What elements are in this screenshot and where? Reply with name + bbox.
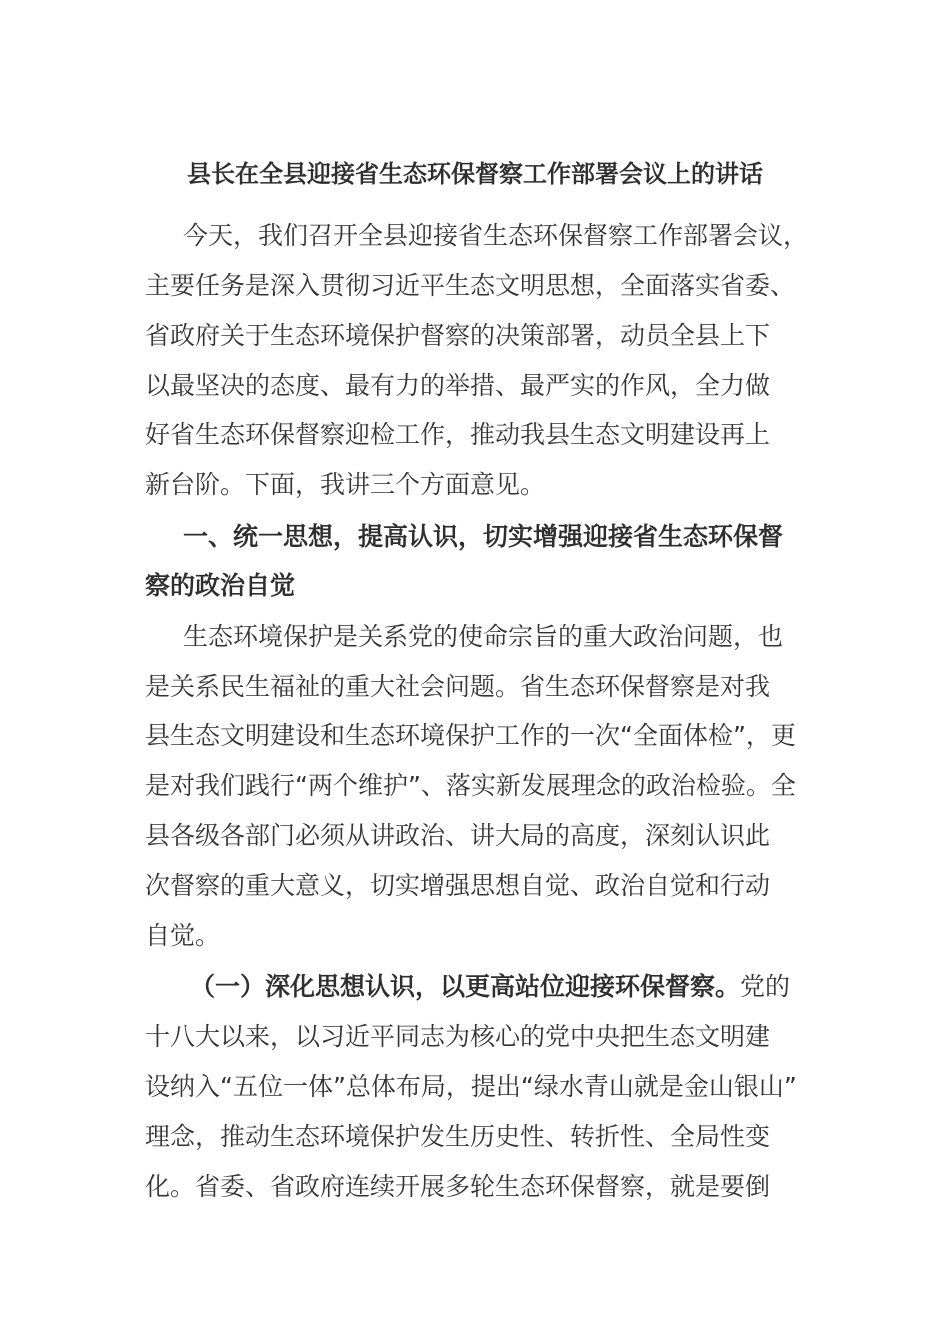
section-heading: 察的政治自觉 — [145, 571, 296, 600]
body-line: 化。省委、省政府连续开展多轮生态环保督察，就是要倒 — [145, 1172, 771, 1201]
body-line: 自觉。 — [145, 921, 221, 950]
intro-line: 省政府关于生态环境保护督察的决策部署，动员全县上下 — [145, 321, 771, 350]
body-line: 十八大以来，以习近平同志为核心的党中央把生态文明建 — [145, 1022, 771, 1051]
intro-line: 以最坚决的态度、最有力的举措、最严实的作风，全力做 — [145, 371, 771, 400]
intro-line: 今天，我们召开全县迎接省生态环保督察工作部署会议， — [183, 221, 809, 250]
body-line: 县生态文明建设和生态环境保护工作的一次“全面体检”，更 — [145, 721, 796, 750]
body-line: 是对我们践行“两个维护”、落实新发展理念的政治检验。全 — [145, 771, 796, 800]
document-title: 县长在全县迎接省生态环保督察工作部署会议上的讲话 — [187, 160, 763, 188]
subsection-first-line — [190, 967, 790, 1007]
body-line: 设纳入“五位一体”总体布局，提出“绿水青山就是金山银山” — [145, 1072, 797, 1101]
body-line: 县各级各部门必须从讲政治、讲大局的高度，深刻认识此 — [145, 821, 771, 850]
intro-line: 新台阶。下面，我讲三个方面意见。 — [145, 470, 546, 499]
intro-line: 好省生态环保督察迎检工作，推动我县生态文明建设再上 — [145, 420, 771, 449]
body-line: 生态环境保护是关系党的使命宗旨的重大政治问题，也 — [183, 622, 784, 651]
section-heading: 一、统一思想，提高认识，切实增强迎接省生态环保督 — [183, 522, 784, 551]
body-line: 次督察的重大意义，切实增强思想自觉、政治自觉和行动 — [145, 871, 771, 900]
subsection-text: 党的 — [740, 972, 791, 1001]
subsection-heading: （一）深化思想认识，以更高站位迎接环保督察。 — [190, 972, 741, 1001]
intro-line: 主要任务是深入贯彻习近平生态文明思想，全面落实省委、 — [145, 271, 796, 300]
body-line: 理念，推动生态环境保护发生历史性、转折性、全局性变 — [145, 1122, 771, 1151]
body-line: 是关系民生福祉的重大社会问题。省生态环保督察是对我 — [145, 672, 771, 701]
